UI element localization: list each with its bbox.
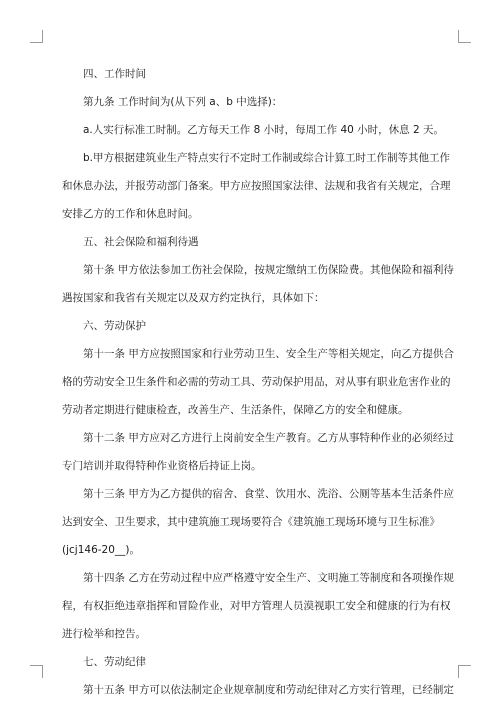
option-a: a.人实行标准工时制。乙方每天工作 8 小时，每周工作 40 小时，休息 2 天。 bbox=[83, 124, 445, 136]
option-b-line-2: 和休息办法，并报劳动部门备案。甲方应按照国家法律、法规和我省有关规定，合理 bbox=[62, 180, 451, 192]
crop-mark-top-right bbox=[458, 30, 471, 43]
section-heading-insurance: 五、社会保险和福利待遇 bbox=[83, 236, 199, 248]
crop-mark-top-left bbox=[30, 30, 43, 43]
article-12-line-2: 专门培训并取得特种作业资格后持证上岗。 bbox=[62, 460, 262, 472]
article-9: 第九条 工作时间为(从下列 a、b 中选择)： bbox=[83, 96, 283, 108]
article-11-line-3: 劳动者定期进行健康检查，改善生产、生活条件，保障乙方的安全和健康。 bbox=[62, 404, 409, 416]
article-13-line-2: 达到安全、卫生要求，其中建筑施工现场要符合《建筑施工现场环境与卫生标准》 bbox=[62, 516, 440, 528]
section-heading-labor-protection: 六、劳动保护 bbox=[83, 320, 146, 332]
article-15-line-1: 第十五条 甲方可以依法制定企业规章制度和劳动纪律对乙方实行管理，已经制定 bbox=[83, 684, 454, 696]
article-11-line-2: 格的劳动安全卫生条件和必需的劳动工具、劳动保护用品，对从事有职业危害作业的 bbox=[62, 376, 451, 388]
article-14-line-1: 第十四条 乙方在劳动过程中应严格遵守安全生产、文明施工等制度和各项操作规 bbox=[83, 572, 454, 584]
article-14-line-3: 进行检举和控告。 bbox=[62, 628, 146, 640]
article-10-line-1: 第十条 甲方依法参加工伤社会保险，按规定缴纳工伤保险费。其他保险和福利待 bbox=[83, 264, 454, 276]
article-12-line-1: 第十二条 甲方应对乙方进行上岗前安全生产教育。乙方从事特种作业的必须经过 bbox=[83, 432, 454, 444]
article-10-line-2: 遇按国家和我省有关规定以及双方约定执行，具体如下： bbox=[62, 292, 325, 304]
crop-mark-bottom-right bbox=[458, 665, 471, 678]
article-13-line-1: 第十三条 甲方为乙方提供的宿舍、食堂、饮用水、洗浴、公厕等基本生活条件应 bbox=[83, 488, 454, 500]
article-13-line-3: (jcj146-20__)。 bbox=[62, 544, 140, 556]
option-b-line-1: b.甲方根据建筑业生产特点实行不定时工作制或综合计算工时工作制等其他工作 bbox=[83, 152, 451, 164]
article-14-line-2: 程，有权拒绝违章指挥和冒险作业，对甲方管理人员漠视职工安全和健康的行为有权 bbox=[62, 600, 451, 612]
article-11-line-1: 第十一条 甲方应按照国家和行业劳动卫生、安全生产等相关规定，向乙方提供合 bbox=[83, 348, 454, 360]
document-page bbox=[62, 60, 454, 704]
option-b-line-3: 安排乙方的工作和休息时间。 bbox=[62, 208, 199, 220]
section-heading-work-hours: 四、工作时间 bbox=[83, 68, 146, 80]
section-heading-labor-discipline: 七、劳动纪律 bbox=[83, 656, 146, 668]
crop-mark-bottom-left bbox=[30, 665, 43, 678]
